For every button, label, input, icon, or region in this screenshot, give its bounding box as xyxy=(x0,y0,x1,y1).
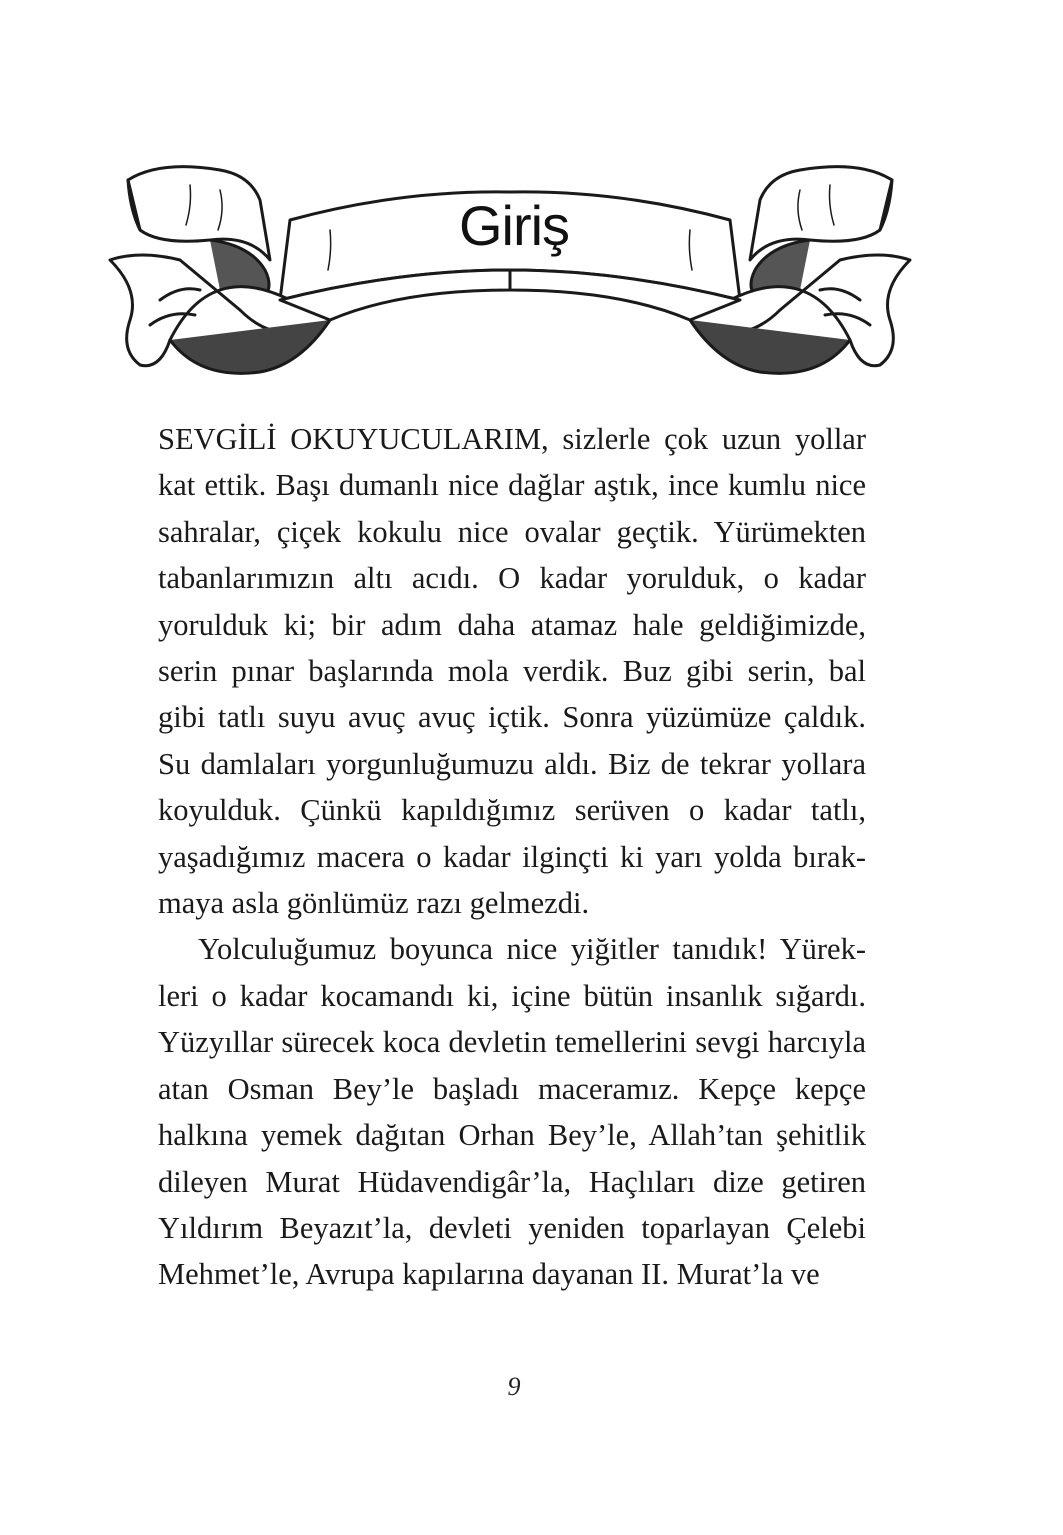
page-number: 9 xyxy=(507,1372,521,1401)
paragraph-2: Yolculuğumuz boyunca nice yiğitler tanıdık! Yürekleri o kadar kocamandı ki, içine bütün insanlık sığardı. Yüzyıllar sürecek koca devletin temellerini sevgi harcıyla atan Osman Bey’le başladı maceramız. Kepçe kepçe halkına yemek dağıtan Orhan Bey’le, Allah’tan şehitlik dileyen Murat Hüdavendigâr’la, Haçlıları dize getiren Yıldırım Beyazıt’la, devleti yeniden toparlayan Çelebi Mehmet’le, Avrupa kapılarına dayanan II. Murat’la ve xyxy=(158,932,866,1292)
paragraph-1: SEVGİLİ OKUYUCULARIM, sizlerle çok uzun yollar kat ettik. Başı dumanlı nice dağlar aştık, ince kumlu nice sahralar, çiçek kokulu nice ovalar geçtik. Yürümekten tabanlarımızın altı acıdı. O kadar yorulduk, o kadar yorulduk ki; bir adım daha atamaz hale geldiğimizde, serin pınar başlarında mola verdik. Buz gibi serin, bal gibi tatlı suyu avuç avuç içtik. Sonra yüzümüze çaldık. Su damlaları yorgunluğumuzu aldı. Biz de tekrar yollara koyulduk. Çünkü kapıldığımız serüven o kadar tatlı, yaşadığımız macera o kadar ilginçti ki yarı yolda bırakmaya asla gönlümüz razı gelmezdi. xyxy=(158,422,866,921)
chapter-title: Giriş xyxy=(458,194,570,257)
body-text xyxy=(158,416,866,1298)
scroll-banner-illustration xyxy=(100,150,920,385)
